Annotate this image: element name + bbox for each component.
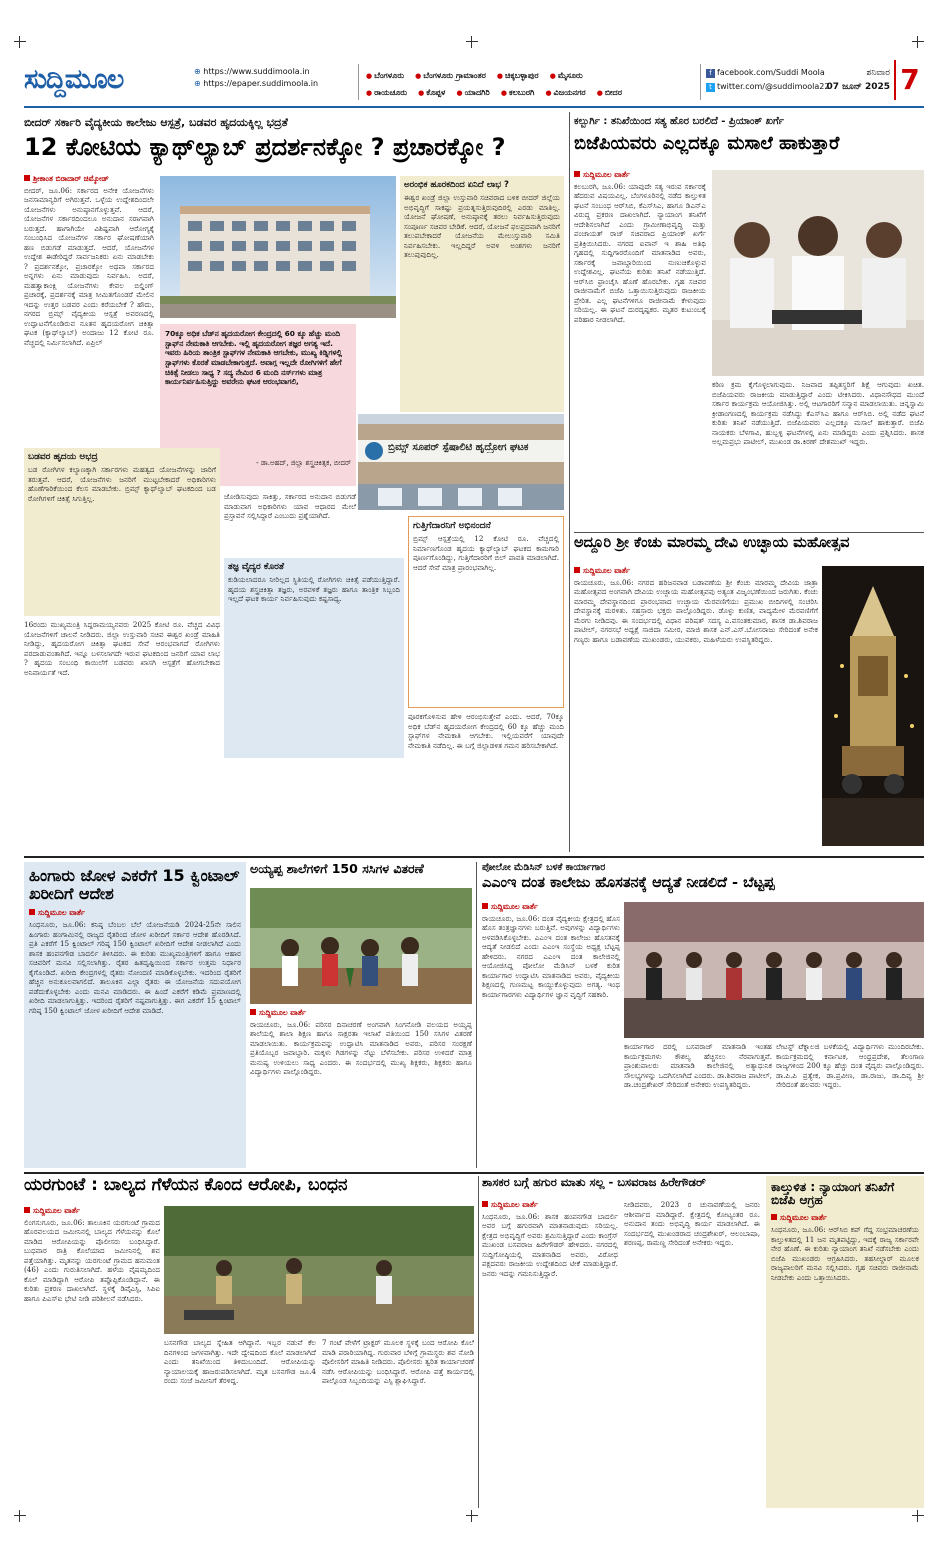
- rule-horizontal-1: [24, 856, 924, 858]
- story-bjp-text: ಸಿಂಧನೂರು, ಜೂ.06: ಆರ್‌ಸಿಬಿ ಕಪ್ ಗೆದ್ದ ಸಂಭ್ರಮಾಚರಣೆಯ ಕಾಲ್ತುಳಿತದಲ್ಲಿ 11 ಜನ ಮೃತಪಟ್ಟಿದ್ದು, ಇದಕ್ಕೆ ರಾಜ್ಯ ಸರ್ಕಾರವೇ ನೇರ ಹೊಣೆ. ಈ ಕುರಿತು ನ್ಯಾಯಾಂಗ ತನಿಖೆ ನಡೆಸಬೇಕು ಎಂದು ಬಿಜೆಪಿ ಮುಖಂಡರು ಆಗ್ರಹಿಸಿದರು. ತಹಸೀಲ್ದಾರ್ ಮೂಲಕ ರಾಜ್ಯಪಾಲರಿಗೆ ಮನವಿ ಸಲ್ಲಿಸಿದರು. ಗೃಹ ಸಚಿವರು ರಾಜೀನಾಮೆ ನೀಡಬೇಕು ಎಂದು ಒತ್ತಾಯಿಸಿದರು.: [771, 1225, 919, 1282]
- story-priyank-col1-text: ಕಲಬುರಗಿ, ಜೂ.06: ಯಾವುದೇ ಸತ್ಯ ಇರುವ ಸರ್ಕಾರಕ್ಕೆ ಹೆದರುವ ವಿಷಯವಿಲ್ಲ. ಬೆಂಗಳೂರಿನಲ್ಲಿ ನಡೆದ ಕಾಲ್ತುಳಿತ ಘಟನೆ ಸಂಬಂಧ ಆರ್‌ಸಿಬಿ, ಕೆಎಸ್‌ಸಿಎ, ಹಾಗೂ ಡಿಎನ್‌ಎ ವಿರುದ್ಧ ಪ್ರಕರಣ ದಾಖಲಾಗಿದೆ. ನ್ಯಾಯಾಂಗ ತನಿಖೆಗೆ ಆದೇಶಿಸಲಾಗಿದೆ ಎಂದು ಗ್ರಾಮೀಣಾಭಿವೃದ್ಧಿ ಮತ್ತು ಪಂಚಾಯತ್ ರಾಜ್ ಸಚಿವರಾದ ಪ್ರಿಯಾಂಕ್ ಖರ್ಗೆ ಪ್ರತಿಕ್ರಿಯಿಸಿದರು. ನಗರದ ಐವಾನ್ ಇ ಶಾಹಿ ಅತಿಥಿ ಗೃಹದಲ್ಲಿ ಸುದ್ದಿಗಾರರೊಂದಿಗೆ ಮಾತನಾಡಿದ ಅವರು, ಸರ್ಕಾರಕ್ಕೆ ಜವಾಬ್ದಾರಿಯಿಂದ ನುಣುಚಿಕೊಳ್ಳುವ ಉದ್ದೇಶವಿಲ್ಲ. ಘಟನೆಯ ಕುರಿತು ತನಿಖೆ ನಡೆಯುತ್ತಿದೆ. ಆರ್‌ಸಿಬಿ ಫ್ರಾಂಚೈಸಿ ಹೊಣೆ ಹೊರಬೇಕು. ಗೃಹ ಸಚಿವರ ರಾಜೀನಾಮೆಗೆ ಬಿಜೆಪಿ ಒತ್ತಾಯಿಸುತ್ತಿರುವುದು ರಾಜಕೀಯ ಪ್ರೇರಿತ. ಎಲ್ಲ ಘಟನೆಗಳಿಗೂ ರಾಜೀನಾಮೆ ಕೇಳುವುದು ಸರಿಯಲ್ಲ. ಈ ಘಟನೆ ದುರದೃಷ್ಟಕರ. ಮೃತರ ಕುಟುಂಬಕ್ಕೆ ಪರಿಹಾರ ನೀಡಲಾಗಿದೆ.: [574, 181, 706, 324]
- byline-bullet-icon: [29, 909, 35, 915]
- story-cathlab-bottom-col1: 16ರಂದು ಮುಖ್ಯಮಂತ್ರಿ ಸಿದ್ದರಾಮಯ್ಯನವರು 2025 ಕೋಟಿ ರೂ. ವೆಚ್ಚದ ವಿವಿಧ ಯೋಜನೆಗಳಿಗೆ ಚಾಲನೆ ನೀಡಿದರು. ಜಿಲ್ಲಾ ಉಸ್ತುವಾರಿ ಸಚಿವ ಈಶ್ವರ ಖಂಡ್ರೆ ಮಾಹಿತಿ ನೀಡಿದ್ದು, ಹೃದಯರೋಗ ಚಿಕಿತ್ಸಾ ಘಟಕದ ಸೇವೆ ಆರಂಭವಾಗದೆ ರೋಗಿಗಳು ಪರದಾಡುವಂತಾಗಿದೆ. ಇನ್ನೂ ಬಳಸಲಾಗದೇ ಇರುವ ಘಟಕದಿಂದ ಜನರಿಗೆ ಯಾವ ಲಾಭ ? ಹೃದಯ ಸಂಬಂಧಿ ಕಾಯಿಲೆಗೆ ಬಡವರು ಖಾಸಗಿ ಆಸ್ಪತ್ರೆಗೆ ಹೋಗಬೇಕಾದ ಅನಿವಾರ್ಯತೆ ಇದೆ.: [24, 620, 220, 677]
- district-nav-row2: [366, 83, 696, 100]
- story-cathlab-headline: 12 ಕೋಟಿಯ ಕ್ಯಾಥ್‌ಲ್ಯಾಬ್ ಪ್ರದರ್ಶನಕ್ಕೋ ? ಪ್ರಚಾರಕ್ಕೋ ?: [24, 133, 506, 161]
- story-priyank-col1: [574, 170, 706, 526]
- nav-bidar[interactable]: ● ಬೀದರ: [597, 86, 622, 100]
- registration-mark-top-center: [466, 36, 478, 48]
- story-saplings-byline: ಸುದ್ದಿಮೂಲ ವಾರ್ತೆ: [250, 1008, 472, 1018]
- byline-bullet-icon: [574, 567, 580, 573]
- masthead-divider-2: [700, 64, 701, 100]
- story-bjp-probe: [766, 1176, 924, 1508]
- story-kenchu-text: ರಾಯಚೂರು, ಜೂ.06: ನಗರದ ಹರಿಜನವಾಡ ಬಡಾವಣೆಯ ಶ್ರೀ ಕೆಂಚು ಮಾರಮ್ಮ ದೇವಿಯ ಜಾತ್ರಾ ಮಹೋತ್ಸವದ ಅಂಗವಾಗಿ ದೇವಿಯ ಉಚ್ಛಾಯ ಮಹೋತ್ಸವವು ಅತ್ಯಂತ ವಿಜೃಂಭಣೆಯಿಂದ ಜರುಗಿತು. ಕೆಂಚು ಮಾರಮ್ಮ ದೇವಸ್ಥಾನದಿಂದ ಪ್ರಾರಂಭವಾದ ಉಚ್ಛಾಯ ಮೆರವಣಿಗೆಯು ಪ್ರಮುಖ ಬೀದಿಗಳಲ್ಲಿ ಸಂಚರಿಸಿ ದೇವಸ್ಥಾನಕ್ಕೆ ಮರಳಿತು. ಸಹಸ್ರಾರು ಭಕ್ತರು ಪಾಲ್ಗೊಂಡಿದ್ದರು. ಡೊಳ್ಳು ಕುಣಿತ, ವಾದ್ಯಮೇಳ ಮೆರವಣಿಗೆಗೆ ಮೆರಗು ನೀಡಿದವು. ಈ ಸಂದರ್ಭದಲ್ಲಿ ವಿಧಾನ ಪರಿಷತ್ ಸದಸ್ಯ ಎ.ವಸಂತಕುಮಾರ, ಶಾಸಕ ಡಾ.ಶಿವರಾಜ ಪಾಟೀಲ್, ನಗರಸಭೆ ಅಧ್ಯಕ್ಷೆ ಸಾಜಿದಾ ಸಮೀರ, ಮಾಜಿ ಶಾಸಕ ಎನ್.ಎಸ್.ಬೋಸರಾಜು ಸೇರಿದಂತೆ ಅನೇಕ ಗಣ್ಯರು ಹಾಗೂ ಬಡಾವಣೆಯ ಮುಖಂಡರು, ಯುವಕರು, ಮಹಿಳೆಯರು ಉಪಸ್ಥಿತರಿದ್ದರು.: [574, 577, 818, 644]
- story-cathlab-col1: [24, 174, 154, 444]
- story-priyank-col2: ಕಠಿಣ ಕ್ರಮ ಕೈಗೊಳ್ಳಲಾಗುವುದು. ನಿಜವಾದ ತಪ್ಪಿತಸ್ಥರಿಗೆ ಶಿಕ್ಷೆ ಆಗುವುದು ಖಚಿತ. ಬಿಜೆಪಿಯವರು ರಾಜಕೀಯ ಮಾಡುತ್ತಿದ್ದಾರೆ ಎಂದು ಟೀಕಿಸಿದರು. ವಿಧಾನಸೌಧದ ಮುಂದೆ ಸರ್ಕಾರ ಕಾರ್ಯಕ್ರಮ ಆಯೋಜಿಸಿತ್ತು. ಅಲ್ಲಿ ಆಟಗಾರರಿಗೆ ಸನ್ಮಾನ ಮಾಡಲಾಯಿತು. ಚಿನ್ನಸ್ವಾಮಿ ಕ್ರೀಡಾಂಗಣದಲ್ಲಿ ಕಾರ್ಯಕ್ರಮ ನಡೆಸಿದ್ದು ಕೆಎಸ್‌ಸಿಎ ಹಾಗೂ ಆರ್‌ಸಿಬಿ. ಅಲ್ಲಿ ನಡೆದ ಘಟನೆ ಕುರಿತು ತನಿಖೆ ನಡೆಯುತ್ತಿದೆ. ಬಿಜೆಪಿಯವರು ಎಲ್ಲದಕ್ಕೂ ಮಸಾಲೆ ಹಾಕುತ್ತಾರೆ. ಬಿಜೆಪಿ ನಾಯಕರು ಬೆಳಗಾವಿ, ಹುಬ್ಬಳ್ಳಿ ಘಟನೆಗಳಲ್ಲಿ ಏನು ಮಾಡಿದ್ದರು ಎಂದು ಪ್ರಶ್ನಿಸಿದರು. ಶಾಸಕ ಅಲ್ಲಮಪ್ರಭು ಪಾಟೀಲ್, ಮುಖಂಡ ಡಾ.ಕಿರಣ್ ದೇಶಮುಖ್ ಇದ್ದರು.: [712, 380, 924, 446]
- story-dental-col3: ಲೇಟಸ್ಟ್ ಟೆಕ್ನಾಲಜಿ ಬಳಕೆಯಲ್ಲಿ ವಿದ್ಯಾರ್ಥಿಗಳು ಮುಂದಿರಬೇಕು. ಕಾರ್ಯಕ್ರಮದಲ್ಲಿ ಕರ್ನಾಟಕ, ಆಂಧ್ರಪ್ರದೇಶ, ತೆಲಂಗಾಣ ರಾಜ್ಯಗಳಿಂದ 200 ಕ್ಕೂ ಹೆಚ್ಚು ದಂತ ವೈದ್ಯರು ಪಾಲ್ಗೊಂಡಿದ್ದರು. ಡಾ.ಪಿ.ಪಿ ಪ್ರತ್ಯೇಕ, ಡಾ.ಪ್ರವೀಣ, ಡಾ.ರಾಜು, ಡಾ.ದಿವ್ಯ ಶ್ರೀ ಸೇರಿದಂತೆ ಹಲವರು ಇದ್ದರು.: [776, 1042, 924, 1089]
- story-bjp-body: [771, 1213, 919, 1493]
- story-yaragunte-col3: 7 ಗಂಟೆ ವೇಳೆಗೆ ಟ್ರಾಕ್ಟರ್ ಮೂಲಕ ಸ್ಥಳಕ್ಕೆ ಬಂದ ಆರೋಪಿ ಕೊಲೆ ಮಾಡಿ ಪರಾರಿಯಾಗಿದ್ದ. ಗುರುವಾರ ಬೆಳಿಗ್ಗೆ ಗ್ರಾಮಸ್ಥರು ಶವ ನೋಡಿ ಪೊಲೀಸರಿಗೆ ಮಾಹಿತಿ ನೀಡಿದರು. ಪೊಲೀಸರು ತ್ವರಿತ ಕಾರ್ಯಾಚರಣೆ ನಡೆಸಿ ಆರೋಪಿಯನ್ನು ಬಂಧಿಸಿದ್ದಾರೆ. ಆರೋಪಿ ಪತ್ತೆ ಕಾರ್ಯದಲ್ಲಿ ಪಾಲ್ಗೊಂಡ ಸಿಬ್ಬಂದಿಯನ್ನು ಎಸ್ಪಿ ಶ್ಲಾಘಿಸಿದ್ದಾರೆ.: [322, 1338, 474, 1385]
- story-kenchu-byline: ಸುದ್ದಿಮೂಲ ವಾರ್ತೆ: [574, 566, 818, 576]
- cathlab-building-sign-text: ಬ್ರಿಮ್ಸ್ ಸೂಪರ್ ಸ್ಪೆಷಾಲಿಟಿ ಹೃದ್ರೋಗ ಘಟಕ: [388, 442, 529, 453]
- facebook-link[interactable]: f facebook.com/Suddi Moola: [706, 66, 846, 80]
- nav-raichuru[interactable]: ● ರಾಯಚೂರು: [366, 86, 407, 100]
- hospital-building-illustration: [160, 176, 396, 318]
- byline-bullet-icon: [482, 903, 488, 909]
- dental-workshop-photo: [624, 902, 924, 1038]
- globe-icon: ⊕: [194, 67, 204, 76]
- cathlab-building-photo: [358, 414, 564, 510]
- story-kenchu-col1: [574, 566, 818, 846]
- story-basavaraj-text1: ಸಿಂಧನೂರು, ಜೂ.06: ಶಾಸಕ ಹಂಪನಗೌಡ ಬಾದರ್ಲಿ ಅವರ ಬಗ್ಗೆ ಹಗುರವಾಗಿ ಮಾತನಾಡುವುದು ಸರಿಯಲ್ಲ. ಕ್ಷೇತ್ರದ ಅಭಿವೃದ್ಧಿಗೆ ಅವರು ಶ್ರಮಿಸುತ್ತಿದ್ದಾರೆ ಎಂದು ಕಾಂಗ್ರೆಸ್ ಮುಖಂಡ ಬಸವರಾಜ ಹಿರೇಗೌಡರ್ ಹೇಳಿದರು. ನಗರದಲ್ಲಿ ಸುದ್ದಿಗೋಷ್ಠಿಯಲ್ಲಿ ಮಾತನಾಡಿದ ಅವರು, ವಿರೋಧ ಪಕ್ಷದವರು ರಾಜಕೀಯ ಉದ್ದೇಶದಿಂದ ಟೀಕೆ ಮಾಡುತ್ತಿದ್ದಾರೆ. ಜನರು ಇದನ್ನು ಗಮನಿಸುತ್ತಿದ್ದಾರೆ.: [482, 1211, 618, 1278]
- priyank-press-photo: [712, 170, 924, 376]
- vertical-rule-bottom: [478, 1176, 479, 1508]
- story-cathlab-bottom-col2: ಪೂರಕಗೊಳಿಸುವ ಹೇಳಿ ಆರಂಭಿಸುತ್ತೇವೆ ಎಂದು. ಆದರೆ, 70ಕ್ಕೂ ಅಧಿಕ ಬೆಡ್‌ನ ಹೃದಯರೋಗ ಕೇಂದ್ರದಲ್ಲಿ 60 ಕ್ಕೂ ಹೆಚ್ಚು ಮಂದಿ ಸ್ಟಾಫ್‌ಗಳ ನೇಮಕಾತಿ ಆಗಬೇಕು. ಇಲ್ಲಿಯವರೆಗೆ ಯಾವುದೇ ನೇಮಕಾತಿ ನಡೆದಿಲ್ಲ. ಈ ಬಗ್ಗೆ ಜಿಲ್ಲಾಡಳಿತ ಗಮನ ಹರಿಸಬೇಕಾಗಿದೆ.: [408, 712, 564, 750]
- story-priyank-kicker: ಕಲ್ಬುರ್ಗಿ : ತನಿಖೆಯಿಂದ ಸತ್ಯ ಹೊರ ಬರಲಿದೆ - ಪ್ರಿಯಾಂಕ್ ಖರ್ಗೆ: [574, 116, 784, 127]
- masthead-divider: [358, 64, 359, 100]
- registration-mark-top-left: [14, 36, 26, 48]
- nav-koppala[interactable]: ● ಕೊಪ್ಪಳ: [418, 86, 445, 100]
- nav-bengaluru[interactable]: ● ಬೆಂಗಳೂರು: [366, 69, 404, 83]
- masthead-rule: [24, 106, 924, 108]
- story-cathlab-byline: ಶ್ರೀಕಾಂತ ಬಿರಾದಾರ್ ಚಿಮ್ಕೋಡ್: [24, 174, 154, 184]
- byline-bullet-icon: [24, 1207, 30, 1213]
- page-number: 7: [894, 60, 924, 100]
- masthead: [24, 60, 924, 104]
- masthead-url-block: [194, 66, 354, 90]
- story-priyank-byline: ಸುದ್ದಿಮೂಲ ವಾರ್ತೆ: [574, 170, 706, 180]
- story-jowar-body: [29, 908, 241, 1158]
- byline-bullet-icon: [771, 1214, 777, 1220]
- crime-scene-photo: [164, 1206, 474, 1334]
- story-priyank: [574, 112, 924, 532]
- story-jowar-text: ಸಿಂಧನೂರು, ಜೂ.06: ಕನಿಷ್ಠ ಬೆಂಬಲ ಬೆಲೆ ಯೋಜನೆಯಡಿ 2024-25ನೇ ಸಾಲಿನ ಹಿಂಗಾರು ಹಂಗಾಮಿನಲ್ಲಿ ರಾಜ್ಯದ ರೈತರಿಂದ ಜೋಳ ಖರೀದಿಗೆ ಸರ್ಕಾರ ಆದೇಶ ಹೊರಡಿಸಿದೆ. ಪ್ರತಿ ಎಕರೆಗೆ 15 ಕ್ವಿಂಟಾಲ್ ಗರಿಷ್ಠ 150 ಕ್ವಿಂಟಾಲ್ ಖರೀದಿಗೆ ಆದೇಶ ನೀಡಲಾಗಿದೆ ಎಂದು ಶಾಸಕ ಹಂಪನಗೌಡ ಬಾದರ್ಲಿ ತಿಳಿಸಿದರು. ಈ ಕುರಿತು ಮುಖ್ಯಮಂತ್ರಿಗಳಿಗೆ ಹಾಗೂ ಆಹಾರ ಸಚಿವರಿಗೆ ಮನವಿ ಸಲ್ಲಿಸಲಾಗಿತ್ತು. ರೈತರ ಹಿತದೃಷ್ಟಿಯಿಂದ ಸರ್ಕಾರ ಉತ್ತಮ ನಿರ್ಧಾರ ಕೈಗೊಂಡಿದೆ. ಖರೀದಿ ಕೇಂದ್ರಗಳಲ್ಲಿ ರೈತರು ನೋಂದಣಿ ಮಾಡಿಕೊಳ್ಳಬೇಕು. ಇದರಿಂದ ರೈತರಿಗೆ ಹೆಚ್ಚಿನ ಅನುಕೂಲವಾಗಲಿದೆ. ತಾಲೂಕಿನ ಎಲ್ಲಾ ರೈತರು ಈ ಯೋಜನೆಯ ಸದುಪಯೋಗ ಪಡೆದುಕೊಳ್ಳಬೇಕು ಎಂದು ಮನವಿ ಮಾಡಿದರು. ಈ ಹಿಂದೆ ಎಕರೆಗೆ ಕಡಿಮೆ ಪ್ರಮಾಣದಲ್ಲಿ ಖರೀದಿ ಮಾಡಲಾಗುತ್ತಿತ್ತು. ಇದರಿಂದ ರೈತರಿಗೆ ನಷ್ಟವಾಗುತ್ತಿತ್ತು. ಈಗ ಎಕರೆಗೆ 15 ಕ್ವಿಂಟಾಲ್ ಗರಿಷ್ಠ 150 ಕ್ವಿಂಟಾಲ್ ಜೋಳ ಖರೀದಿಗೆ ಆದೇಶ ಮಾಡಿದೆ.: [29, 920, 241, 1015]
- story-cathlab-kicker: ಬೀದರ್ ಸರ್ಕಾರಿ ವೈದ್ಯಕೀಯ ಕಾಲೇಜು ಆಸ್ಪತ್ರೆ, ಬಡವರ ಹೃದಯಕ್ಕಿಲ್ಲ ಭದ್ರತೆ: [24, 116, 288, 129]
- facebook-icon: f: [706, 69, 715, 78]
- story-basavaraj-byline: ಸುದ್ದಿಮೂಲ ವಾರ್ತೆ: [482, 1200, 618, 1210]
- story-saplings-headline: ಅಯ್ಯಪ್ಪ ಶಾಲೆಗಳಿಗೆ 150 ಸಸಿಗಳ ವಿತರಣೆ: [250, 861, 424, 876]
- byline-bullet-icon: [574, 171, 580, 177]
- story-dental-col1: [482, 902, 620, 1168]
- story-yaragunte-col1: [24, 1206, 160, 1504]
- story-jowar-headline: ಹಿಂಗಾರು ಜೋಳ ಎಕರೆಗೆ 15 ಕ್ವಿಂಟಾಲ್ ಖರೀದಿಗೆ ಆದೇಶ: [29, 866, 240, 903]
- website-link[interactable]: ⊕ https://www.suddimoola.in: [194, 67, 310, 76]
- chariot-festival-photo: [822, 566, 924, 846]
- story-kenchu-maramma: [574, 536, 924, 852]
- quote-doctor-text: 70ಕ್ಕೂ ಅಧಿಕ ಬೆಡ್‌ನ ಹೃದಯರೋಗ ಕೇಂದ್ರದಲ್ಲಿ 60 ಕ್ಕೂ ಹೆಚ್ಚು ಮಂದಿ ಸ್ಟಾಫ್‌ನ ನೇಮಕಾತಿ ಆಗಬೇಕು. ಇಲ್ಲಿ ಹೃದಯರೋಗ ತಜ್ಞರ ಅಗತ್ಯ ಇದೆ. ಇವರು ಹಿರಿಯ ತಾಂತ್ರಿಕ ಸ್ಟಾಫ್‌ಗಳ ನೇಮಕಾತಿ ಆಗಬೇಕು, ಮುಖ್ಯ ಕಿಡ್ನಿಗಳಲ್ಲಿ ಸ್ಟಾಫ್‌ಗಳು ಕೊರತೆ ಮಾಡಬೇಕಾಗುತ್ತದೆ. ಅವಾಗ್ಗ ಇಲ್ಲದೇ ರೋಗಿಗಳಿಗೆ ಹೇಗೆ ಚಿಕಿತ್ಸೆ ನೀಡಲು ಸಾಧ್ಯ ? ಸದ್ಯ ನೇಮಿರ 6 ಮಂದಿ ನರ್ಸ್‌ಗಳು ಮಾತ್ರ ಕಾರ್ಯನಿರ್ವಹಿಸುತ್ತಿದ್ದು ಅವರೇನು ಘಟಕ ಆರಂಭವಾಗಲಿ,: [165, 329, 343, 387]
- story-dental-col2: ಕಾರ್ಯಾಗಾರ ದರಲ್ಲಿ ಬಸವರಾಜ್ ಮಾತನಾಡಿ ಇಂತಹ ಕಾರ್ಯಕ್ರಮಗಳು ಕೌಶಲ್ಯ ಹೆಚ್ಚಿಸಲು ನೆರವಾಗುತ್ತವೆ. ಪ್ರಾಂಶುಪಾಲರು ಮಾತನಾಡಿ ಕಾಲೇಜಿನಲ್ಲಿ ಅತ್ಯಾಧುನಿಕ ಸೌಲಭ್ಯಗಳನ್ನು ಒದಗಿಸಲಾಗಿದೆ ಎಂದರು. ಡಾ.ಶಿವರಾಜ ಪಾಟೀಲ್, ಡಾ.ಚಂದ್ರಶೇಖರ್ ಸೇರಿದಂತೆ ಅನೇಕರು ಉಪಸ್ಥಿತರಿದ್ದರು.: [624, 1042, 772, 1089]
- story-kenchu-headline: ಅದ್ದೂರಿ ಶ್ರೀ ಕೆಂಚು ಮಾರಮ್ಮ ದೇವಿ ಉಚ್ಛಾಯ ಮಹೋತ್ಸವ: [574, 535, 850, 551]
- box-poor-heart-text: ಬಡ ರೋಗಿಗಳ ಕಲ್ಯಾಣಕ್ಕಾಗಿ ಸರ್ಕಾರಗಳು ಮಹತ್ವದ ಯೋಜನೆಗಳನ್ನು ಜಾರಿಗೆ ತರುತ್ತವೆ. ಆದರೆ, ಯೋಜನೆಗಳು ಜನರಿಗೆ ಮುಟ್ಟಬೇಕಾದರೆ ಅಧಿಕಾರಿಗಳು ಹೊಣೆಗಾರಿಕೆಯಿಂದ ಕೆಲಸ ಮಾಡಬೇಕು. ಬ್ರಿಮ್ಸ್ ಕ್ಯಾಥ್‌ಲ್ಯಾಬ್ ಘಟಕದಿಂದ ಬಡ ರೋಗಿಗಳಿಗೆ ಚಿಕಿತ್ಸೆ ಸಿಗುತ್ತಿಲ್ಲ.: [28, 465, 216, 503]
- story-saplings-body: [250, 1008, 472, 1164]
- quote-doctor-credit: - ಡಾ.ಅಹದ್, ಜಿಲ್ಲಾ ಶಸ್ತ್ರಚಿಕಿತ್ಸಕ, ಬೀದರ್: [256, 459, 351, 467]
- story-basavaraj-col2: ನೀಡಿದವರು, 2023 ರ ಚುನಾವಣೆಯಲ್ಲಿ ಜನರು ಆಶೀರ್ವಾದ ಮಾಡಿದ್ದಾರೆ. ಕ್ಷೇತ್ರದಲ್ಲಿ ಕೋಟ್ಯಂತರ ರೂ. ಅನುದಾನ ತಂದು ಅಭಿವೃದ್ಧಿ ಕಾರ್ಯ ಮಾಡಲಾಗಿದೆ. ಈ ಸಂದರ್ಭದಲ್ಲಿ ಮುಖಂಡರಾದ ಚಂದ್ರಶೇಖರ್, ಆಲಂಬಾಷಾ, ಶರಣಪ್ಪ, ರಾಮಣ್ಣ ಸೇರಿದಂತೆ ಅನೇಕರು ಇದ್ದರು.: [624, 1200, 760, 1247]
- story-basavaraj-col1: [482, 1200, 618, 1504]
- globe-icon: ⊕: [194, 79, 204, 88]
- chariot-illustration: [822, 566, 924, 846]
- nav-kalaburagi[interactable]: ● ಕಲಬುರಗಿ: [501, 86, 534, 100]
- story-dental-headline: ಎಎಂಇ ದಂತ ಕಾಲೇಜು ಹೊಸತನಕ್ಕೆ ಆದ್ಯತೆ ನೀಡಲಿದೆ - ಬೆಟ್ಟಪ್ಪ: [482, 875, 775, 891]
- nav-yadagiri[interactable]: ● ಯಾದಗಿರಿ: [457, 86, 490, 100]
- workshop-stage-illustration: [624, 902, 924, 1038]
- box-specialist-shortage-title: ತಜ್ಞ ವೈದ್ಯರ ಕೊರತೆ: [228, 562, 284, 572]
- story-dental-kicker: ಪೋಲೋ ಮೆಡಿಸಿನ್ ಬಳಕೆ ಕಾರ್ಯಾಗಾರ: [482, 862, 606, 873]
- box-early-benefit-title: ಅರಂಭಿಕ ಹೂರಕದಿಂದ ಏನಿದೆ ಲಾಭ ?: [404, 180, 509, 190]
- vertical-rule-top: [569, 112, 570, 852]
- vertical-rule-mid: [476, 862, 477, 1168]
- press-meet-illustration: [712, 170, 924, 376]
- issue-day: ಶನಿವಾರ: [866, 68, 890, 78]
- nav-mysuru[interactable]: ● ಮೈಸೂರು: [550, 69, 583, 83]
- box-contractor-text: ಬ್ರಿಮ್ಸ್ ಆಸ್ಪತ್ರೆಯಲ್ಲಿ 12 ಕೋಟಿ ರೂ. ವೆಚ್ಚದಲ್ಲಿ ನಿರ್ಮಾಣಗೊಂಡ ಹೃದಯ ಕ್ಯಾಥ್‌ಲ್ಯಾಬ್ ಘಟಕದ ಕಾಮಗಾರಿ ಪೂರ್ಣಗೊಂಡಿದ್ದು, ಗುತ್ತಿಗೆದಾರರಿಗೆ ಬಿಲ್ ಪಾವತಿ ಮಾಡಲಾಗಿದೆ. ಆದರೆ ಸೇವೆ ಮಾತ್ರ ಪ್ರಾರಂಭವಾಗಿಲ್ಲ.: [413, 534, 559, 572]
- hospital-building-photo: [160, 176, 396, 318]
- twitter-link[interactable]: t twitter.com/@suddimoola22: [706, 80, 846, 94]
- story-yaragunte-col2: ಬಸನಗೌಡ ಬಾಲ್ಯದ ಸ್ನೇಹಿತ ಆಗಿದ್ದಾನೆ. ಇಬ್ಬರ ನಡುವೆ ಕೆಲ ದಿನಗಳಿಂದ ಜಗಳವಾಗಿತ್ತು. ಇದೇ ದ್ವೇಷದಿಂದ ಕೊಲೆ ಮಾಡಲಾಗಿದೆ ಎಂದು ತನಿಖೆಯಿಂದ ತಿಳಿದುಬಂದಿದೆ. ಆರೋಪಿಯನ್ನು ನ್ಯಾಯಾಲಯಕ್ಕೆ ಹಾಜರುಪಡಿಸಲಾಗಿದೆ. ಮೃತ ಬಸನಗೌಡ ಜೂ.4 ರಂದು ಸಂಜೆ ಜಮೀನಿಗೆ ತೆರಳಿದ್ದ.: [164, 1338, 316, 1385]
- byline-bullet-icon: [24, 175, 30, 181]
- story-bjp-headline: ಕಾಲ್ತುಳಿತ : ನ್ಯಾಯಾಂಗ ತನಿಖೆಗೆ ಬಿಜೆಪಿ ಆಗ್ರಹ: [771, 1180, 895, 1208]
- issue-date: 07 ಜೂನ್ 2025: [826, 82, 890, 92]
- tree-planting-illustration: [250, 888, 472, 1004]
- registration-mark-top-right: [912, 36, 924, 48]
- nav-bengaluru-rural[interactable]: ● ಬೆಂಗಳೂರು ಗ್ರಾಮಾಂತರ: [415, 69, 486, 83]
- story-basavaraj-headline: ಶಾಸಕರ ಬಗ್ಗೆ ಹಗುರ ಮಾತು ಸಲ್ಲ - ಬಸವರಾಜ ಹಿರೇಗೌಡರ್: [482, 1175, 706, 1189]
- story-bjp-byline: ಸುದ್ದಿಮೂಲ ವಾರ್ತೆ: [771, 1213, 919, 1223]
- story-jowar-byline: ಸುದ್ದಿಮೂಲ ವಾರ್ತೆ: [29, 908, 241, 918]
- district-nav: [366, 66, 696, 100]
- masthead-logo: ಸುದ್ದಿಮೂಲ: [24, 64, 124, 95]
- story-jowar: [24, 862, 246, 1168]
- cathlab-sign-illustration: [358, 414, 564, 510]
- nav-vijayanagara[interactable]: ● ವಿಜಯನಗರ: [545, 86, 585, 100]
- story-saplings: [250, 862, 472, 1168]
- box-poor-heart: [24, 448, 220, 616]
- story-dental-text1: ರಾಯಚೂರು, ಜೂ.06: ದಂತ ವೈದ್ಯಕೀಯ ಕ್ಷೇತ್ರದಲ್ಲಿ ಹೊಸ ಹೊಸ ತಂತ್ರಜ್ಞಾನಗಳು ಬರುತ್ತಿವೆ. ಅವುಗಳನ್ನು ವಿದ್ಯಾರ್ಥಿಗಳು ಅಳವಡಿಸಿಕೊಳ್ಳಬೇಕು. ಎಎಂಇ ದಂತ ಕಾಲೇಜು ಹೊಸತನಕ್ಕೆ ಆದ್ಯತೆ ನೀಡಲಿದೆ ಎಂದು ಎಎಂಇ ಸಂಸ್ಥೆಯ ಅಧ್ಯಕ್ಷ ಬೆಟ್ಟಪ್ಪ ಹೇಳಿದರು. ನಗರದ ಎಎಂಇ ದಂತ ಕಾಲೇಜಿನಲ್ಲಿ ಆಯೋಜಿಸಿದ್ದ ಪೋಲೋ ಮೆಡಿಸಿನ್ ಬಳಕೆ ಕುರಿತ ಕಾರ್ಯಾಗಾರ ಉದ್ಘಾಟಿಸಿ ಮಾತನಾಡಿದ ಅವರು, ವೈದ್ಯಕೀಯ ಶಿಕ್ಷಣದಲ್ಲಿ ಗುಣಮಟ್ಟ ಕಾಯ್ದುಕೊಳ್ಳುವುದು ಅಗತ್ಯ. ಇಂಥ ಕಾರ್ಯಾಗಾರಗಳು ವಿದ್ಯಾರ್ಥಿಗಳ ಜ್ಞಾನ ವೃದ್ಧಿಗೆ ಸಹಕಾರಿ.: [482, 913, 620, 999]
- story-cathlab-col2: ಜೋಡಿಸುವುದು ಸಾಕಿತ್ತು, ಸರ್ಕಾರದ ಅನುದಾನ ಬಿಡುಗಡೆ ಮಾಡುವಾಗ ಅಧಿಕಾರಿಗಳು ಯಾವ ಆಧಾರದ ಮೇಲೆ ಪ್ರಸ್ತಾವನೆ ಸಲ್ಲಿಸಿದ್ದಾರೆ ಎಂಬುದು ಪ್ರಶ್ನೆಯಾಗಿದೆ.: [224, 492, 356, 520]
- registration-mark-bottom-center: [466, 1510, 478, 1522]
- box-early-benefit-text: ಈಶ್ವರ ಖಂಡ್ರೆ ಜಿಲ್ಲಾ ಉಸ್ತುವಾರಿ ಸಚಿವರಾದ ಬಳಿಕ ಬೀದರ್ ಜಿಲ್ಲೆಯ ಅಭಿವೃದ್ಧಿಗೆ ಸಾಕಷ್ಟು ಪ್ರಯತ್ನಸುತ್ತಿರುವುದಿರಲ್ಲಿ ಎರಡು ಮಾತಿಲ್ಲ. ಯೋಜನೆ ಘೋಷಣೆ, ಅನುಷ್ಠಾನಕ್ಕೆ ತರಲು ನಿರ್ವಹಿಸುತ್ತಿರುವುದು ಸಂಪೂರ್ಣ ಸಚಿವರ ಬೇಡಿಕೆ. ಆದರೆ, ಯೋಜನೆ ಫಲಪ್ರದವಾಗಿ ಜನರಿಗೆ ತಲುಪಬೇಕಾದರೆ ಯೋಜನೆಯ ಮೇಲುಸ್ತುವಾರಿ ಸಮಿತಿ ನಿರ್ವಹಿಸಬೇಕು. ಇಲ್ಲದಿದ್ದರೆ ಅವಳಿ ಅಂಶಗಳು ಜನರಿಗೆ ತಲುಪುವುದಿಲ್ಲ.: [404, 193, 560, 259]
- twitter-icon: t: [706, 83, 715, 92]
- registration-mark-bottom-right: [912, 1510, 924, 1522]
- story-yaragunte: [24, 1176, 474, 1508]
- story-cathlab: [24, 112, 564, 852]
- nav-chikkaballapura[interactable]: ● ಚಿಕ್ಕಬಳ್ಳಾಪುರ: [497, 69, 539, 83]
- epaper-link[interactable]: ⊕ https://epaper.suddimoola.in: [194, 79, 319, 88]
- saplings-event-photo: [250, 888, 472, 1004]
- byline-bullet-icon: [250, 1009, 256, 1015]
- box-contractor: [408, 516, 564, 708]
- story-yaragunte-byline: ಸುದ್ದಿಮೂಲ ವಾರ್ತೆ: [24, 1206, 160, 1216]
- story-yaragunte-text1: ಲಿಂಗಸುಗೂರು, ಜೂ.06: ತಾಲೂಕಿನ ಯರಗುಂಟೆ ಗ್ರಾಮದ ಹೊರವಲಯದ ಜಮೀನಿನಲ್ಲಿ ಬಾಲ್ಯದ ಗೆಳೆಯನನ್ನು ಕೊಲೆ ಮಾಡಿದ ಆರೋಪಿಯನ್ನು ಪೊಲೀಸರು ಬಂಧಿಸಿದ್ದಾರೆ. ಬುಧವಾರ ರಾತ್ರಿ ಕೊಲೆಯಾದ ಜಮೀನಿನಲ್ಲಿ ಶವ ಪತ್ತೆಯಾಗಿತ್ತು. ಮೃತನನ್ನು ಯರಗುಂಟೆ ಗ್ರಾಮದ ಹನುಮಂತ (46) ಎಂದು ಗುರುತಿಸಲಾಗಿದೆ. ಹಳೆಯ ವೈಷಮ್ಯದಿಂದ ಕೊಲೆ ಮಾಡಿದ್ದಾಗಿ ಆರೋಪಿ ತಪ್ಪೊಪ್ಪಿಕೊಂಡಿದ್ದಾನೆ. ಈ ಕುರಿತು ಪ್ರಕರಣ ದಾಖಲಾಗಿದೆ. ಸ್ಥಳಕ್ಕೆ ಡಿವೈಎಸ್ಪಿ, ಸಿಪಿಐ ಹಾಗೂ ಪಿಎಸ್ಐ ಭೇಟಿ ನೀಡಿ ಪರಿಶೀಲನೆ ನಡೆಸಿದರು.: [24, 1217, 160, 1303]
- box-specialist-shortage: [224, 558, 404, 758]
- story-basavaraj: [482, 1176, 760, 1508]
- issue-date-block: [824, 66, 890, 94]
- box-poor-heart-title: ಬಡವರ ಹೃದಯ ಅಭದ್ರ: [28, 452, 98, 462]
- story-dental-byline: ಸುದ್ದಿಮೂಲ ವಾರ್ತೆ: [482, 902, 620, 912]
- story-priyank-headline: ಬಿಜೆಪಿಯವರು ಎಲ್ಲದಕ್ಕೂ ಮಸಾಲೆ ಹಾಕುತ್ತಾರೆ: [574, 133, 840, 154]
- crime-scene-illustration: [164, 1206, 474, 1334]
- rule-right-mid: [574, 532, 924, 533]
- box-specialist-shortage-text: ಕುಡಿಯಲಾದರೂ ನೀರಿಲ್ಲದ ಸ್ಥಿತಿಯಲ್ಲಿ ರೋಗಿಗಳು ಚಿಕಿತ್ಸೆ ಪಡೆಯುತ್ತಿದ್ದಾರೆ. ಹೃದಯ ಶಸ್ತ್ರಚಿಕಿತ್ಸಾ ತಜ್ಞರು, ಅರವಳಿಕೆ ತಜ್ಞರು ಹಾಗೂ ತಾಂತ್ರಿಕ ಸಿಬ್ಬಂದಿ ಇಲ್ಲದೆ ಘಟಕ ಕಾರ್ಯ ನಿರ್ವಹಿಸುವುದು ಕಷ್ಟಸಾಧ್ಯ.: [228, 575, 400, 603]
- rule-horizontal-2: [24, 1172, 924, 1174]
- story-saplings-text: ರಾಯಚೂರು, ಜೂ.06: ಪರಿಸರ ದಿನಾಚರಣೆ ಅಂಗವಾಗಿ ಸಿಂಗನೋಡಿ ವಲಯದ ಅಯ್ಯಪ್ಪ ಶಾಲೆಯಲ್ಲಿ ಶಾಲಾ ಶಿಕ್ಷಣ ಹಾಗೂ ಸಾಕ್ಷರತಾ ಇಲಾಖೆ ವತಿಯಿಂದ 150 ಸಸಿಗಳ ವಿತರಣೆ ಮಾಡಲಾಯಿತು. ಕಾರ್ಯಕ್ರಮವನ್ನು ಉದ್ಘಾಟಿಸಿ ಮಾತನಾಡಿದ ಅವರು, ಪರಿಸರ ಸಂರಕ್ಷಣೆ ಪ್ರತಿಯೊಬ್ಬರ ಜವಾಬ್ದಾರಿ. ಮಕ್ಕಳು ಗಿಡಗಳನ್ನು ನೆಟ್ಟು ಬೆಳೆಸಬೇಕು. ಪರಿಸರ ಉಳಿದರೆ ಮಾತ್ರ ಮನುಷ್ಯ ಉಳಿಯಲು ಸಾಧ್ಯ ಎಂದರು. ಈ ಸಂದರ್ಭದಲ್ಲಿ ಮುಖ್ಯ ಶಿಕ್ಷಕರು, ಶಿಕ್ಷಕರು ಹಾಗೂ ವಿದ್ಯಾರ್ಥಿಗಳು ಪಾಲ್ಗೊಂಡಿದ್ದರು.: [250, 1019, 472, 1077]
- story-dental-college: [482, 862, 924, 1168]
- story-cathlab-col1-text: ಬೀದರ್, ಜೂ.06: ಸರ್ಕಾರದ ಅನೇಕ ಯೋಜನೆಗಳು ಜನಸಾಮಾನ್ಯರಿಗೆ ಅಗಿರುತ್ತವೆ. ಒಳ್ಳೆಯ ಉದ್ದೇಶದಿಂದಲೇ ಯೋಜನೆಗಳು ಅನುಷ್ಠಾನಗೊಳ್ಳುತ್ತವೆ. ಆದರೆ, ಯೋಜನೆಗಳ ಸರ್ಕಾರದಿಂದಲೂ ಅನುದಾನ ಸರಾಗವಾಗಿ ಬರುತ್ತದೆ. ಹಾಗಾಗಿಯೇ ವಿಶಿಷ್ಟವಾಗಿ ಆರೋಗ್ಯಕ್ಕೆ ಸಂಬಂಧಿಸಿದ ಯೋಜನೆಗಳ ಸರ್ಕಾರ ಘೋಷಣೆಯಾಗಿ ಹಣ ಬಿಡುಗಡೆ ಮಾಡುತ್ತದೆ. ಆದರೆ, ಯೋಜನೆಗಳ ಉದ್ದೇಶ ಈಡೇರಿದ್ದರೆ ಸಾರ್ವಜನಿಕರು ಏನು ಮಾಡಬೇಕು ? ಪ್ರದರ್ಶನಕ್ಕೋ, ಪ್ರಚಾರಕ್ಕೋ ಅಥವಾ ಸರ್ಕಾರದ ಅನ್ನಗಳು ಏನು ಮಾಡುವುದು ನಿರ್ವಹಿಸಿ. ಅದರೆ, ಮಹತ್ವಾಕಾಂಕ್ಷಿ ಯೋಜನೆಗಳು ಕೇವಲ ಬಿಲ್ಡಿಂಗ್ ಪ್ರಚಾರಕ್ಕೆ, ಪ್ರದರ್ಶನಕ್ಕೆ ಮಾತ್ರ ಸೀಮಿತಗೊಂಡರೆ ಮೇಲಿನ ಇದನ್ನು ಉತ್ತರ ಬಡವರ ಎಂದು ಕರೆಯಬೇಕೆ ? ಹೌದು, ನಗರದ ಬ್ರಿಮ್ಸ್ ವೈದ್ಯಕೀಯ ಆಸ್ಪತ್ರೆ ಅವರಣದಲ್ಲಿ ಉದ್ಘಾಟನೆಗೊಂಡಿರುವ ನೂತನ ಹೃದಯರೋಗ ಚಿಕಿತ್ಸಾ ಘಟಕ (ಕ್ಯಾಥ್‌ಲ್ಯಾಬ್) ಅಂದಾಜು 12 ಕೋಟಿ ರೂ. ವೆಚ್ಚದಲ್ಲಿ ನಿರ್ಮಿಸಲಾಗಿದೆ. ಏಪ್ರಿಲ್: [24, 185, 154, 347]
- box-early-benefit: [400, 176, 564, 412]
- story-yaragunte-headline: ಯರಗುಂಟೆ : ಬಾಲ್ಯದ ಗೆಳೆಯನ ಕೊಂದ ಆರೋಪಿ, ಬಂಧನ: [24, 1175, 348, 1195]
- byline-bullet-icon: [482, 1201, 488, 1207]
- box-contractor-title: ಗುತ್ತಿಗೆದಾರನಿಗೆ ಅಭಿನಂದನೆ: [413, 521, 491, 531]
- registration-mark-bottom-left: [14, 1510, 26, 1522]
